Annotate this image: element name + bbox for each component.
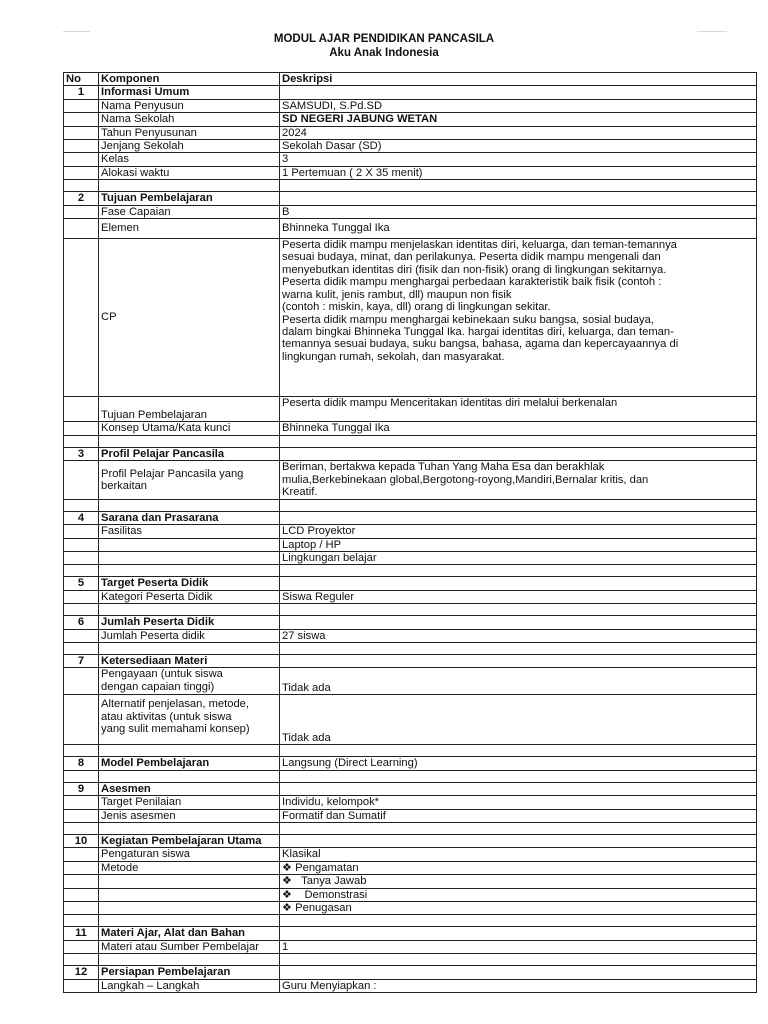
row-value: Individu, kelompok*	[280, 796, 757, 809]
row-label	[99, 668, 280, 695]
table-row	[64, 940, 757, 953]
table-row	[64, 875, 757, 888]
row-value: Tidak ada	[280, 695, 757, 745]
row-value: 1 Pertemuan ( 2 X 35 menit)	[280, 166, 757, 179]
section-title: Informasi Umum	[99, 86, 280, 99]
table-row	[64, 979, 757, 992]
spacer-row	[64, 822, 757, 834]
label-line: Pengayaan (untuk siswa	[101, 668, 223, 681]
table-row	[64, 219, 757, 239]
section-number: 9	[64, 782, 99, 795]
row-label: Materi atau Sumber Pembelajar	[99, 940, 280, 953]
table-row	[64, 668, 757, 695]
table-row	[64, 397, 757, 422]
cp-line: Peserta didik mampu menjelaskan identitas diri, keluarga, dan teman-temannya	[282, 239, 677, 252]
col-header-no: No	[64, 73, 99, 86]
section-header-row	[64, 834, 757, 847]
section-header-row	[64, 654, 757, 667]
cp-label: CP	[99, 239, 280, 397]
row-value: 27 siswa	[280, 629, 757, 642]
section-title: Jumlah Peserta Didik	[99, 616, 280, 629]
row-label	[99, 461, 280, 499]
list-item	[280, 888, 757, 901]
section-title: Persiapan Pembelajaran	[99, 966, 280, 979]
section-header-row	[64, 757, 757, 770]
spacer-row	[64, 642, 757, 654]
section-header-row	[64, 927, 757, 940]
bullet-icon: ❖	[282, 875, 293, 888]
section-number: 6	[64, 616, 99, 629]
table-row	[64, 166, 757, 179]
cp-line: lingkungan rumah, sekolah, dan masyarakat.	[282, 350, 505, 363]
row-label: Jumlah Peserta didik	[99, 629, 280, 642]
section-number: 3	[64, 448, 99, 461]
list-item	[280, 861, 757, 874]
table-row	[64, 902, 757, 915]
table-row	[64, 140, 757, 153]
section-number: 11	[64, 927, 99, 940]
section-title: Model Pembelajaran	[99, 757, 280, 770]
row-label: Metode	[99, 861, 280, 874]
row-value: LCD Proyektor	[280, 525, 757, 538]
table-row	[64, 888, 757, 901]
spacer-row	[64, 745, 757, 757]
value-line: mulia,Berkebinekaan global,Bergotong-royong,Mandiri,Bernalar kritis, dan	[282, 473, 649, 486]
row-value: Klasikal	[280, 848, 757, 861]
cp-description	[280, 239, 757, 397]
label-line: yang sulit memahami konsep)	[101, 723, 250, 736]
table-row	[64, 113, 757, 126]
cp-line: dalam bingkai Bhinneka Tunggal Ika. hargai identitas diri, keluarga, dan teman-	[282, 325, 674, 338]
table-row	[64, 99, 757, 112]
row-value: 1	[280, 940, 757, 953]
header-rule-left	[63, 31, 90, 32]
spacer-row	[64, 915, 757, 927]
label-line: atau aktivitas (untuk siswa	[101, 710, 232, 723]
row-label: Nama Sekolah	[99, 113, 280, 126]
row-value: Bhinneka Tunggal Ika	[280, 219, 757, 239]
section-number: 4	[64, 511, 99, 524]
row-value: Langsung (Direct Learning)	[280, 757, 757, 770]
cp-line: temannya sesuai budaya, suku bangsa, bahasa, agama dan kepercayaannya di	[282, 338, 679, 351]
spacer-row	[64, 499, 757, 511]
method-label: Tanya Jawab	[298, 875, 367, 888]
table-row	[64, 861, 757, 874]
document-subtitle: Aku Anak Indonesia	[329, 47, 439, 59]
row-value: Peserta didik mampu Menceritakan identitas diri melalui berkenalan	[280, 397, 757, 422]
row-value: Siswa Reguler	[280, 590, 757, 603]
bullet-icon: ❖	[282, 902, 293, 914]
cp-line: Peserta didik mampu menghargai perbedaan karakteristik baik fisik (contoh :	[282, 276, 662, 289]
table-row	[64, 551, 757, 564]
row-value: SD NEGERI JABUNG WETAN	[280, 113, 757, 126]
row-label: Fasilitas	[99, 525, 280, 538]
table-row	[64, 239, 757, 397]
spacer-row	[64, 565, 757, 577]
row-value: Laptop / HP	[280, 538, 757, 551]
spacer-row	[64, 604, 757, 616]
section-title: Materi Ajar, Alat dan Bahan	[99, 927, 280, 940]
cp-line: (contoh : miskin, kaya, dll) orang di lingkungan sekitar.	[282, 301, 551, 314]
label-line: dengan capaian tinggi)	[101, 680, 215, 693]
section-title: Sarana dan Prasarana	[99, 511, 280, 524]
row-value: Guru Menyiapkan :	[280, 979, 757, 992]
table-row	[64, 695, 757, 745]
header-rule-right	[697, 31, 727, 32]
section-title: Kegiatan Pembelajaran Utama	[99, 834, 280, 847]
row-label: Target Penilaian	[99, 796, 280, 809]
table-row	[64, 461, 757, 499]
table-row	[64, 126, 757, 139]
label-line: berkaitan	[101, 480, 148, 493]
row-value: B	[280, 205, 757, 218]
section-header-row	[64, 192, 757, 205]
section-number: 5	[64, 577, 99, 590]
table-row	[64, 205, 757, 218]
bullet-icon: ❖	[282, 888, 293, 901]
row-label: Fase Capaian	[99, 205, 280, 218]
method-label: Pengamatan	[295, 861, 359, 874]
module-table	[63, 72, 757, 993]
table-row	[64, 525, 757, 538]
row-label: Konsep Utama/Kata kunci	[99, 422, 280, 436]
section-number: 2	[64, 192, 99, 205]
cp-line: menyebutkan identitas diri (fisik dan non-fisik) orang di lingkungan sekitarnya.	[282, 263, 667, 276]
row-value: Lingkungan belajar	[280, 551, 757, 564]
spacer-row	[64, 436, 757, 448]
row-value: 3	[280, 153, 757, 166]
section-header-row	[64, 577, 757, 590]
row-value	[280, 461, 757, 499]
section-header-row	[64, 966, 757, 979]
section-number: 12	[64, 966, 99, 979]
table-row	[64, 796, 757, 809]
document-title: MODUL AJAR PENDIDIKAN PANCASILA	[273, 33, 495, 45]
row-label: Kategori Peserta Didik	[99, 590, 280, 603]
section-number: 10	[64, 834, 99, 847]
section-title: Tujuan Pembelajaran	[99, 192, 280, 205]
spacer-row	[64, 180, 757, 192]
row-label: Tahun Penyusunan	[99, 126, 280, 139]
table-header-row	[64, 73, 757, 86]
label-line: Alternatif penjelasan, metode,	[101, 698, 250, 711]
section-header-row	[64, 616, 757, 629]
method-label: Penugasan	[295, 902, 352, 914]
section-title: Target Peserta Didik	[99, 577, 280, 590]
section-header-row	[64, 448, 757, 461]
row-value: SAMSUDI, S.Pd.SD	[280, 99, 757, 112]
value-line: Beriman, bertakwa kepada Tuhan Yang Maha Esa dan berakhlak	[282, 461, 605, 474]
col-header-deskripsi: Deskripsi	[280, 73, 757, 86]
row-value: Sekolah Dasar (SD)	[280, 140, 757, 153]
spacer-row	[64, 954, 757, 966]
row-value: Formatif dan Sumatif	[280, 809, 757, 822]
table-row	[64, 422, 757, 436]
bullet-icon: ❖	[282, 861, 293, 874]
row-label: Nama Penyusun	[99, 99, 280, 112]
table-row	[64, 809, 757, 822]
row-value: Tidak ada	[280, 668, 757, 695]
row-label: Langkah – Langkah	[99, 979, 280, 992]
row-value: Bhinneka Tunggal Ika	[280, 422, 757, 436]
row-label: Kelas	[99, 153, 280, 166]
row-label: Elemen	[99, 219, 280, 239]
row-label: Jenjang Sekolah	[99, 140, 280, 153]
cp-line: sesuai budaya, minat, dan perilakunya. Peserta didik mampu mengenali dan	[282, 251, 661, 264]
row-value: 2024	[280, 126, 757, 139]
section-number: 8	[64, 757, 99, 770]
table-row	[64, 848, 757, 861]
section-title: Ketersediaan Materi	[99, 654, 280, 667]
cp-line: Peserta didik mampu menghargai kebinekaan suku bangsa, sosial budaya,	[282, 313, 654, 326]
row-label: Tujuan Pembelajaran	[99, 397, 280, 422]
section-number: 7	[64, 654, 99, 667]
value-line: Kreatif.	[282, 486, 318, 499]
label-line: Profil Pelajar Pancasila yang	[101, 467, 244, 480]
table-row	[64, 590, 757, 603]
section-header-row	[64, 511, 757, 524]
list-item	[280, 902, 757, 915]
list-item	[280, 875, 757, 888]
row-label	[99, 695, 280, 745]
section-header-row	[64, 782, 757, 795]
table-row	[64, 629, 757, 642]
section-title: Profil Pelajar Pancasila	[99, 448, 280, 461]
row-label: Alokasi waktu	[99, 166, 280, 179]
section-title: Asesmen	[99, 782, 280, 795]
cp-line: warna kulit, jenis rambut, dll) maupun non fisik	[282, 288, 512, 301]
section-header-row	[64, 86, 757, 99]
table-row	[64, 153, 757, 166]
table-row	[64, 538, 757, 551]
row-label: Jenis asesmen	[99, 809, 280, 822]
col-header-komponen: Komponen	[99, 73, 280, 86]
spacer-row	[64, 770, 757, 782]
row-label: Pengaturan siswa	[99, 848, 280, 861]
section-number: 1	[64, 86, 99, 99]
method-label: Demonstrasi	[301, 888, 368, 901]
